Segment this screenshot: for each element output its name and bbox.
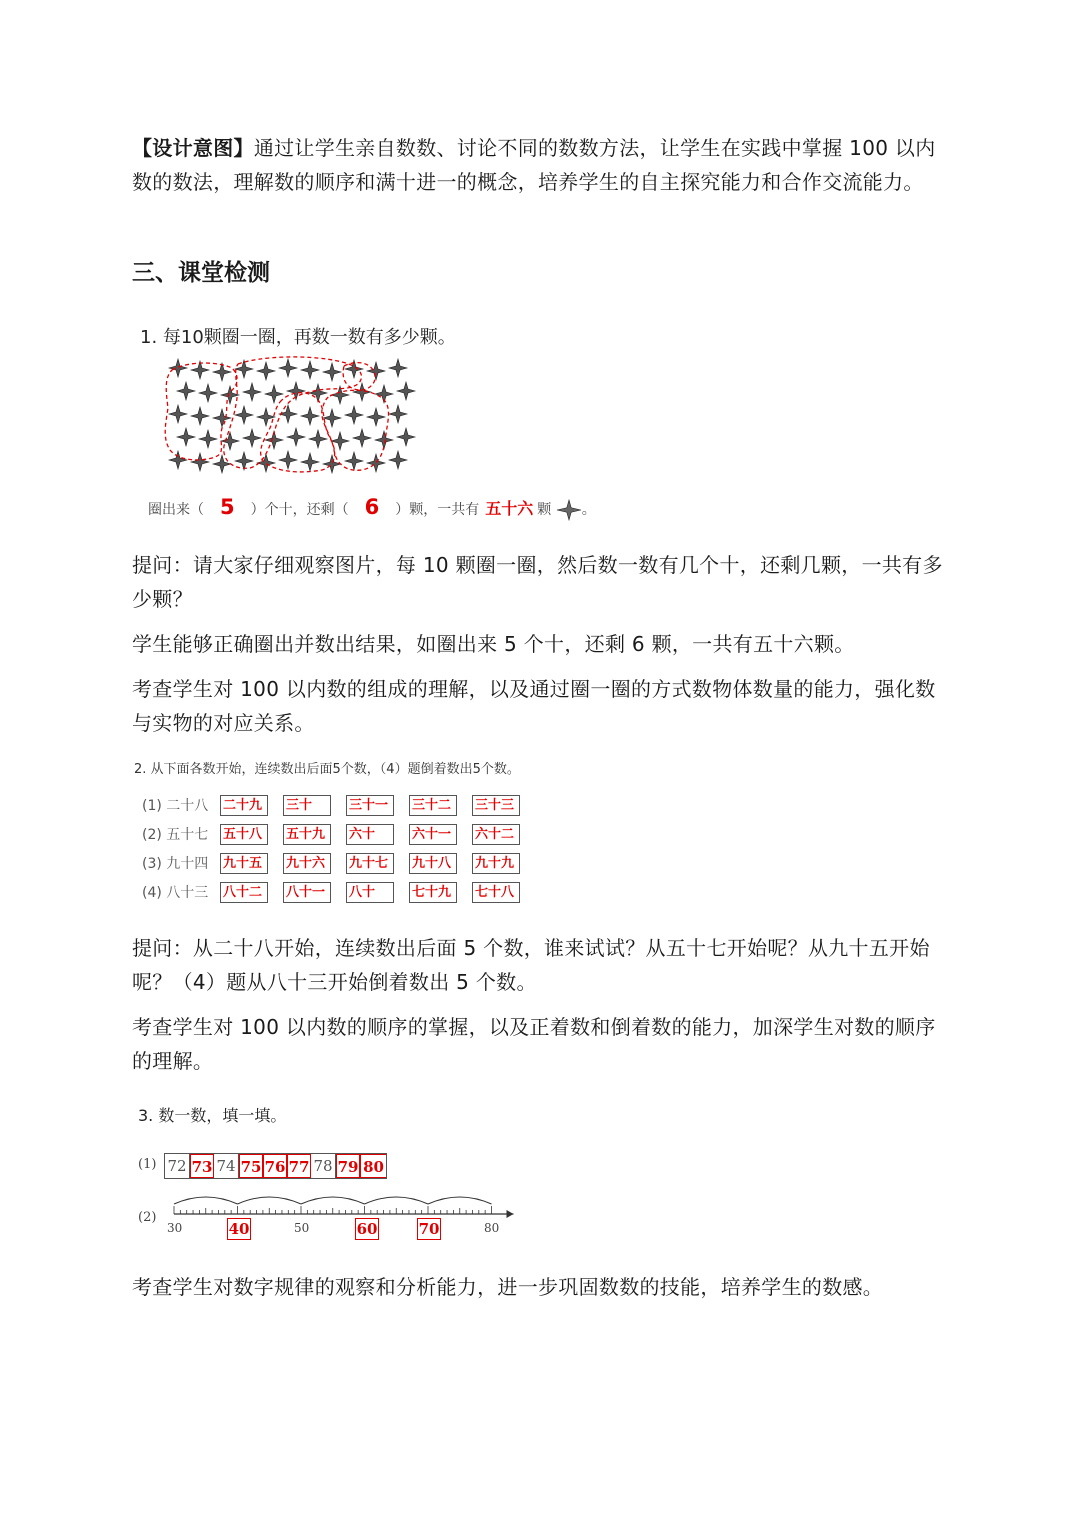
star-icon [556, 499, 582, 521]
star-item [397, 382, 415, 400]
ans-ones: 6 [364, 495, 380, 519]
ex1-question: 提问：请大家仔细观察图片，每 10 颗圈一圈，然后数一数有几个十，还剩几颗，一共有多少颗？ [132, 553, 943, 611]
ex2-answer-box: 九十八 [409, 853, 457, 874]
number-line-jump-arc [428, 1197, 492, 1204]
section-heading: 三、课堂检测 [132, 260, 270, 286]
ex1-result: 学生能够正确圈出并数出结果，如圈出来 5 个十，还剩 6 颗，一共有五十六颗。 [132, 632, 855, 656]
ans-total: 五十六 [485, 499, 534, 518]
star-item [243, 383, 261, 401]
strip-answer-cell: 75 [239, 1154, 263, 1178]
nl-label-50: 50 [294, 1221, 310, 1235]
ans-tens: 5 [220, 495, 235, 519]
nl-answer-60: 60 [356, 1220, 378, 1238]
ex2-row [142, 851, 535, 875]
star-item [345, 452, 363, 470]
design-intent-paragraph [132, 131, 952, 199]
star-item [353, 429, 371, 447]
ex2-row [142, 793, 535, 817]
star-item [221, 386, 239, 404]
design-intent-text: 通过让学生亲自数数、讨论不同的数数方法，让学生在实践中掌握 100 以内数的数法，理解数的顺序和满十进一的概念，培养学生的自主探究能力和合作交流能力。 [132, 136, 936, 194]
ex2-question: 提问：从二十八开始，连续数出后面 5 个数，谁来试试？从五十七开始呢？从九十五开始呢？（4）题从八十三开始倒着数出 5 个数。 [132, 936, 930, 994]
star-item [367, 408, 385, 426]
star-grid-figure [160, 352, 422, 477]
star-item [389, 405, 407, 423]
ex3-purpose: 考查学生对数字规律的观察和分析能力，进一步巩固数数的技能，培养学生的数感。 [132, 1275, 884, 1299]
ex2-purpose: 考查学生对 100 以内数的顺序的掌握，以及正着数和倒着数的能力，加深学生对数的顺序的理解。 [132, 1015, 936, 1073]
star-item [191, 407, 209, 425]
strip-answer-cell: 79 [336, 1154, 360, 1178]
strip-given-cell: 72 [165, 1154, 190, 1178]
ex2-answer-box: 七十八 [472, 882, 520, 903]
star-item [367, 454, 385, 472]
ex2-answer-box: 八十一 [283, 882, 331, 903]
star-group [169, 359, 415, 473]
circle-loop-5 [343, 363, 375, 390]
nl-answer-40: 40 [228, 1220, 250, 1238]
ans-mid1: ）个十，还剩（ [250, 502, 349, 518]
star-item [345, 406, 363, 424]
ex3-part1-label: (1) [138, 1157, 157, 1172]
ex2-row-label: (2) 五十七 [142, 827, 209, 843]
ex1-answer-line: 圈出来（ 5 ）个十，还剩（ 6 ）颗，一共有 五十六 颗 。 [148, 495, 596, 519]
strip-answer-cell: 73 [190, 1154, 214, 1178]
strip-answer-cell: 76 [263, 1154, 287, 1178]
ex2-row-label: (4) 八十三 [142, 885, 209, 901]
star-item [309, 430, 327, 448]
star-item [235, 406, 253, 424]
ans-prefix: 圈出来（ [148, 502, 204, 518]
strip-answer-cell: 77 [287, 1154, 311, 1178]
star-item [287, 428, 305, 446]
star-item [213, 455, 231, 473]
ex1-title: 1. 每10颗圈一圈，再数一数有多少颗。 [140, 327, 456, 348]
star-item [279, 359, 297, 377]
ex2-answer-box: 五十八 [220, 824, 268, 845]
star-item [323, 363, 341, 381]
ex2-answer-box: 八十二 [220, 882, 268, 903]
number-line-jump-arc [174, 1197, 238, 1204]
ex2-answer-box: 二十九 [220, 795, 268, 816]
ex2-answer-box: 三十三 [472, 795, 520, 816]
star-item [213, 409, 231, 427]
star-item [375, 431, 393, 449]
nl-label-30: 30 [167, 1221, 183, 1235]
star-item [279, 451, 297, 469]
ex2-answer-box: 六十 [346, 824, 394, 845]
number-line [160, 1188, 520, 1240]
star-item [257, 408, 275, 426]
ex2-answer-box: 三十一 [346, 795, 394, 816]
star-item [177, 428, 195, 446]
number-line-arrowhead [507, 1210, 514, 1218]
star-item [323, 455, 341, 473]
star-item [169, 451, 187, 469]
nl-answer-70: 70 [418, 1220, 440, 1238]
star-item [257, 362, 275, 380]
ex2-answer-box: 九十六 [283, 853, 331, 874]
star-item [235, 360, 253, 378]
strip-given-cell: 78 [311, 1154, 336, 1178]
number-line-jump-arc [238, 1197, 302, 1204]
star-item [199, 384, 217, 402]
star-item [397, 428, 415, 446]
star-item [199, 430, 217, 448]
ex2-title: 2. 从下面各数开始，连续数出后面5个数，（4）题倒着数出5个数。 [134, 762, 520, 777]
ans-mid2: ）颗，一共有 [395, 502, 480, 518]
number-line-jump-arc [301, 1197, 365, 1204]
strip-given-cell: 74 [214, 1154, 239, 1178]
design-intent-label: 【设计意图】 [132, 136, 254, 160]
star-item [169, 359, 187, 377]
number-strip [164, 1153, 387, 1179]
ex3-part2-label: (2) [138, 1210, 157, 1225]
ex3-title: 3. 数一数，填一填。 [138, 1106, 287, 1125]
star-item [213, 363, 231, 381]
number-line-jump-arc [365, 1197, 429, 1204]
star-item [367, 362, 385, 380]
star-item [389, 451, 407, 469]
star-item [323, 409, 341, 427]
ex2-answer-box: 五十九 [283, 824, 331, 845]
ex2-answer-box: 九十九 [472, 853, 520, 874]
ex2-answer-box: 三十 [283, 795, 331, 816]
star-item [301, 453, 319, 471]
star-item [243, 429, 261, 447]
ex2-row-label: (3) 九十四 [142, 856, 209, 872]
ex2-answer-box: 九十七 [346, 853, 394, 874]
strip-answer-cell: 80 [360, 1154, 386, 1178]
star-item [265, 385, 283, 403]
ex2-answer-box: 六十一 [409, 824, 457, 845]
star-item [191, 453, 209, 471]
nl-label-80: 80 [484, 1221, 500, 1235]
ex2-row [142, 880, 535, 904]
ex2-answer-box: 三十二 [409, 795, 457, 816]
ex1-purpose: 考查学生对 100 以内数的组成的理解，以及通过圈一圈的方式数物体数量的能力，强化数与实物的对应关系。 [132, 677, 936, 735]
star-item [301, 407, 319, 425]
ans-suffix: 颗 [537, 502, 552, 518]
star-item [169, 405, 187, 423]
ex2-row-label: (1) 二十八 [142, 798, 209, 814]
star-item [177, 382, 195, 400]
ex2-answer-box: 六十二 [472, 824, 520, 845]
ex2-answer-box: 七十九 [409, 882, 457, 903]
star-item [389, 359, 407, 377]
star-item [301, 361, 319, 379]
ex2-answer-box: 八十 [346, 882, 394, 903]
ex2-answer-box: 九十五 [220, 853, 268, 874]
ex2-row [142, 822, 535, 846]
